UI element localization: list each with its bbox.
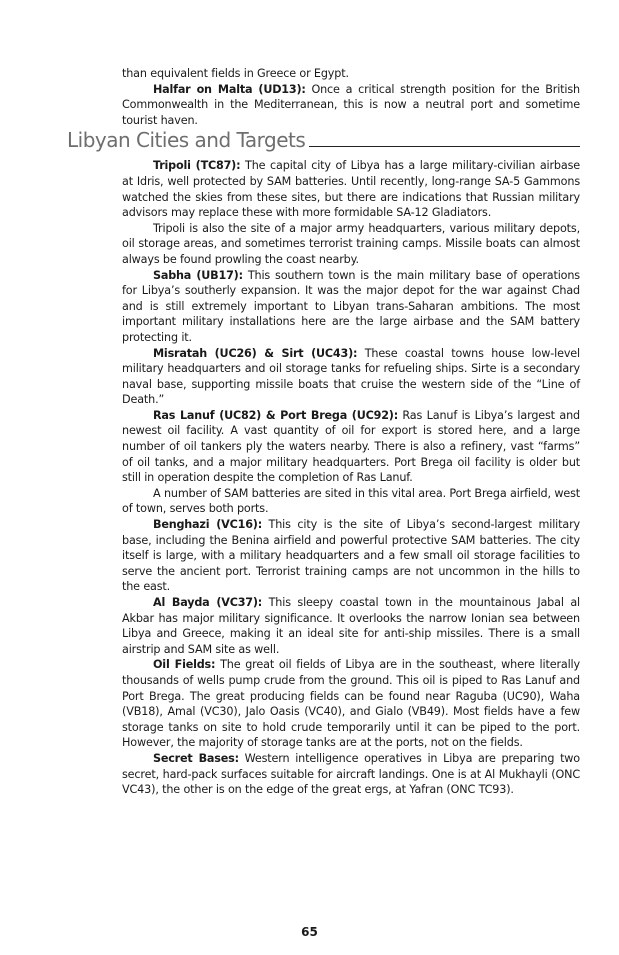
section-heading: Libyan Cities and Targets: [67, 128, 309, 152]
entry-text: This sleepy coastal town in the mountainous Jabal al Akbar has major military significance. It overlooks the narrow Ionian sea between Libya and Greece, making it an ideal site for anti-ship missiles. There is a small airstrip and SAM site as well.: [122, 596, 580, 656]
entry-paragraph: [122, 657, 580, 751]
entry-text: This southern town is the main military base of operations for Libya’s southerly expansion. It was the major depot for the war against Chad and is still extremely important to Libyan trans-Saharan ambitions. The most important military installations here are the large airbase and the SAM battery protecting it.: [122, 268, 580, 344]
entry-text: Tripoli is also the site of a major army headquarters, various military depots, oil storage areas, and sometimes terrorist training camps. Missile boats can almost always be found prowling the coast nearby.: [122, 221, 580, 266]
entry-title: Sabha (UB17):: [153, 268, 243, 282]
entry-title: Halfar on Malta (UD13):: [153, 82, 306, 96]
entry-paragraph: [122, 751, 580, 798]
entry-text: A number of SAM batteries are sited in this vital area. Port Brega airfield, west of town, serves both ports.: [122, 486, 580, 516]
entry-paragraph: [122, 346, 580, 408]
entry-text: These coastal towns house low-level military headquarters and oil storage tanks for refueling ships. Sirte is a secondary naval base, supporting missile boats that cruise the western side of the “Line of Death.”: [122, 346, 580, 407]
entry-text: Once a critical strength position for the British Commonwealth in the Mediterranean, this is now a neutral port and sometime tourist haven.: [122, 82, 580, 127]
section-heading-block: [67, 128, 580, 155]
entry-paragraph: [122, 158, 580, 220]
intro-paragraph: than equivalent fields in Greece or Egypt.: [122, 67, 349, 80]
entry-text: Western intelligence operatives in Libya are preparing two secret, hard-pack surfaces suitable for aircraft landings. One is at Al Mukhayli (ONC VC43), the other is on the edge of the great ergs, at Yafran (ONC TC93).: [122, 751, 580, 797]
entry-paragraph: [122, 517, 580, 595]
entry-title: Benghazi (VC16):: [153, 518, 262, 532]
text-column: [67, 66, 580, 798]
entry-paragraph: [122, 486, 580, 517]
entry-title: Secret Bases:: [153, 751, 239, 765]
entry-paragraph: [122, 221, 580, 268]
entry-title: Oil Fields:: [153, 658, 216, 672]
entry-paragraph: [122, 408, 580, 486]
entry-title: Misratah (UC26) & Sirt (UC43):: [153, 346, 358, 360]
entry-paragraph: [122, 268, 580, 346]
malta-paragraph: [122, 82, 580, 129]
entry-title: Al Bayda (VC37):: [153, 596, 263, 609]
entry-title: Tripoli (TC87):: [153, 159, 241, 173]
entry-paragraph: [122, 595, 580, 657]
entry-text: The great oil fields of Libya are in the southeast, where literally thousands of wells pump crude from the ground. This oil is piped to Ras Lanuf and Port Brega. The great producing fields can be found near Raguba (UC90), Waha (VB18), Amal (VC30), Jalo Oasis (VC40), and Gialo (VB49). Most fields have a few storage tanks on site to hold crude temporarily until it can be piped to the port. However, the majority of storage tanks are at the ports, not on the fields.: [122, 658, 580, 750]
entry-text: Ras Lanuf is Libya’s largest and newest oil facility. A vast quantity of oil for export is stored here, and a large number of oil tankers ply the waters nearby. There is also a refinery, vast “farms” of oil tanks, and a major military headquarters. Port Brega oil facility is older but still in operation despite the completion of Ras Lanuf.: [122, 408, 580, 485]
page-number: 65: [301, 925, 318, 939]
entry-title: Ras Lanuf (UC82) & Port Brega (UC92):: [153, 408, 398, 422]
entry-text: This city is the site of Libya’s second-largest military base, including the Benina airfield and powerful protective SAM batteries. The city itself is large, with a military headquarters and a few small oil storage facilities to serve the ancient port. Terrorist training camps are not uncommon in the hills to the east.: [122, 518, 580, 594]
entry-text: The capital city of Libya has a large military-civilian airbase at Idris, well protected by SAM batteries. Until recently, long-range SA-5 Gammons watched the skies from these sites, but there are indications that Russian military advisors may replace these with more formidable SA-12 Gladiators.: [122, 159, 580, 220]
